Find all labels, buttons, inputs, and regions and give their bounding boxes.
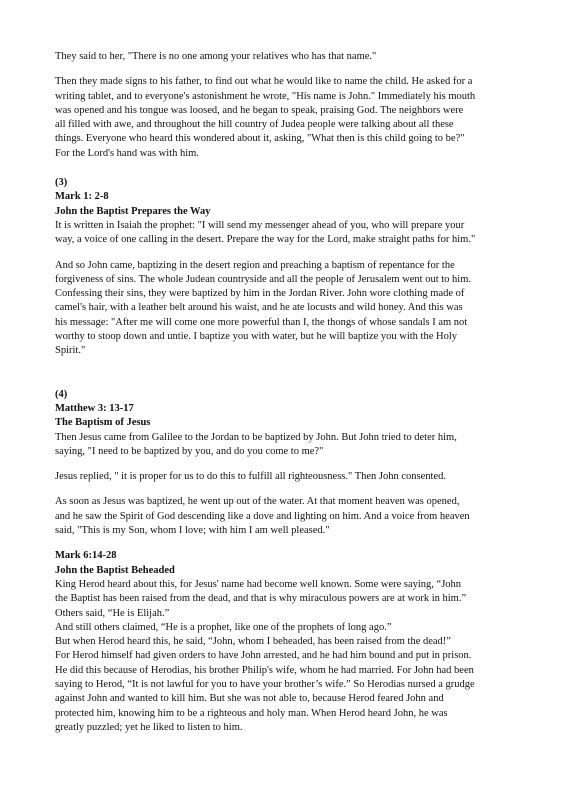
paragraph — [55, 578, 517, 735]
heading-line: Matthew 3: 13-17 — [55, 402, 134, 414]
text-line: camel's hair, with a leather belt around his waist, and he ate locusts and wild honey. And this was — [55, 302, 463, 314]
heading-line: Mark 1: 2-8 — [55, 191, 109, 203]
text-line: Jesus replied, " it is proper for us to do this to fulfill all righteousness." Then John consented. — [55, 471, 446, 483]
text-line: his message: "After me will come one more powerful than I, the thongs of whose sandals I am not — [55, 316, 468, 328]
text-line: As soon as Jesus was baptized, he went up out of the water. At that moment heaven was opened, — [55, 496, 460, 508]
text-line: King Herod heard about this, for Jesus' name had become well known. Some were saying, “John — [55, 578, 462, 590]
text-line: was opened and his tongue was loosed, and he began to speak, praising God. The neighbors were — [55, 104, 464, 116]
paragraph — [55, 50, 517, 64]
paragraph — [55, 495, 517, 538]
document-body — [55, 50, 517, 735]
text-line: forgiveness of sins. The whole Judean countryside and all the people of Jerusalem went out to him. — [55, 273, 472, 285]
text-line: way, a voice of one calling in the desert. Prepare the way for the Lord, make straight paths for him." — [55, 234, 476, 246]
heading-line: John the Baptist Beheaded — [55, 564, 175, 576]
text-line: He did this because of Herodias, his brother Philip's wife, whom he had married. For John had been — [55, 664, 474, 676]
text-line: They said to her, "There is no one among your relatives who has that name." — [55, 51, 377, 62]
section-number — [55, 176, 517, 190]
text-line: For the Lord's hand was with him. — [55, 147, 199, 159]
paragraph — [55, 431, 517, 460]
text-line: saying, "I need to be baptized by you, and do you come to me?" — [55, 445, 324, 457]
text-line: For Herod himself had given orders to have John arrested, and he had him bound and put in prison. — [55, 650, 472, 662]
paragraph — [55, 219, 517, 248]
text-line: writing tablet, and to everyone's astonishment he wrote, "His name is John." Immediately his mouth — [55, 90, 476, 102]
heading-line: Mark 6:14-28 — [55, 550, 117, 562]
text-line: all filled with awe, and throughout the hill country of Judea people were talking about all these — [55, 119, 454, 131]
text-line: and he saw the Spirit of God descending like a dove and lighting on him. And a voice from heaven — [55, 510, 470, 522]
text-line: worthy to stoop down and untie. I baptize you with water, but he will baptize you with the Holy — [55, 331, 458, 343]
paragraph — [55, 75, 517, 161]
text-line: Others said, “He is Elijah.” — [55, 607, 170, 619]
text-line: It is written in Isaiah the prophet: "I will send my messenger ahead of you, who will prepare your — [55, 219, 465, 231]
scripture-reference — [55, 402, 517, 416]
text-line: greatly puzzled; yet he liked to listen to him. — [55, 721, 243, 733]
heading-line: John the Baptist Prepares the Way — [55, 205, 211, 217]
heading-line: (4) — [55, 388, 68, 400]
text-line: against John and wanted to kill him. But she was not able to, because Herod feared John and — [55, 693, 444, 705]
section-title — [55, 564, 517, 578]
section-number — [55, 388, 517, 402]
text-line: Confessing their sins, they were baptized by him in the Jordan River. John wore clothing made of — [55, 288, 465, 300]
text-line: But when Herod heard this, he said, “John, whom I beheaded, has been raised from the dead!” — [55, 636, 451, 648]
heading-line: The Baptism of Jesus — [55, 417, 151, 429]
paragraph — [55, 470, 517, 484]
paragraph — [55, 259, 517, 359]
heading-line: (3) — [55, 177, 68, 189]
text-line: And so John came, baptizing in the desert region and preaching a baptism of repentance for the — [55, 259, 455, 271]
text-line: protected him, knowing him to be a righteous and holy man. When Herod heard John, he was — [55, 707, 448, 719]
text-line: Then Jesus came from Galilee to the Jordan to be baptized by John. But John tried to deter him, — [55, 431, 457, 443]
text-line: saying to Herod, “It is not lawful for you to have your brother’s wife.” So Herodias nursed a grudge — [55, 678, 475, 690]
text-line: Then they made signs to his father, to find out what he would like to name the child. He asked for a — [55, 76, 473, 88]
text-line: Spirit." — [55, 345, 86, 357]
scripture-reference — [55, 549, 517, 563]
text-line: the Baptist has been raised from the dead, and that is why miraculous powers are at work in him.” — [55, 593, 467, 605]
section-title — [55, 205, 517, 219]
scripture-reference — [55, 190, 517, 204]
text-line: things. Everyone who heard this wondered about it, asking, "What then is this child going to be?" — [55, 133, 465, 145]
text-line: And still others claimed, “He is a prophet, like one of the prophets of long ago.” — [55, 621, 392, 633]
text-line: said, "This is my Son, whom I love; with him I am well pleased." — [55, 525, 330, 537]
section-title — [55, 416, 517, 430]
